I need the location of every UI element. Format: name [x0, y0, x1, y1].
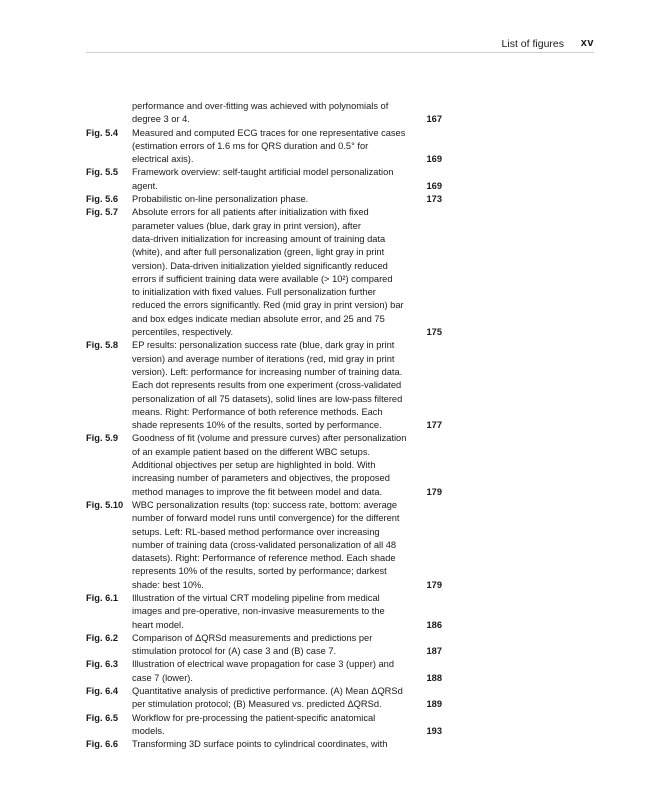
figure-entry[interactable]: [86, 100, 442, 127]
caption-line: number of training data (cross-validated personalization of all 48: [132, 539, 397, 550]
figure-entry[interactable]: [86, 499, 442, 592]
figure-caption: [132, 712, 418, 739]
caption-line: (estimation errors of 1.6 ms for QRS duration and 0.5° for: [132, 140, 369, 151]
caption-line: stimulation protocol for (A) case 3 and (B) case 7.: [132, 646, 337, 657]
caption-line: errors if sufficient training data were available (> 10²) compared: [132, 273, 393, 284]
caption-line: Absolute errors for all patients after initialization with fixed: [132, 207, 369, 218]
figure-page-number: 187: [426, 646, 442, 657]
caption-line: datasets). Right: Performance of reference method. Each shade: [132, 553, 396, 564]
figure-label: Fig. 6.4: [86, 686, 119, 697]
figure-caption: [132, 592, 418, 632]
figure-entry[interactable]: [86, 127, 442, 167]
caption-line: agent.: [132, 180, 158, 191]
caption-line: Transforming 3D surface points to cylindrical coordinates, with: [132, 739, 388, 750]
caption-line: version). Data-driven initialization yielded significantly reduced: [132, 260, 388, 271]
caption-line: percentiles, respectively.: [132, 327, 234, 338]
figure-label: Fig. 6.1: [86, 592, 119, 603]
figure-label: Fig. 6.3: [86, 659, 119, 670]
figure-page-number: 189: [426, 699, 442, 710]
caption-line: Probabilistic on-line personalization phase.: [132, 194, 309, 205]
figure-caption: [132, 127, 418, 167]
figure-page-number: 169: [426, 180, 442, 191]
caption-line: Measured and computed ECG traces for one representative cases: [132, 127, 406, 138]
caption-line: represents 10% of the results, sorted by performance; darkest: [132, 566, 387, 577]
figure-caption: [132, 193, 418, 206]
caption-line: setups. Left: RL-based method performance over increasing: [132, 526, 380, 537]
caption-line: to initialization with fixed values. Full personalization further: [132, 287, 376, 298]
caption-line: electrical axis).: [132, 154, 194, 165]
caption-line: method manages to improve the fit between model and data.: [132, 486, 383, 497]
caption-line: Workflow for pre-processing the patient-specific anatomical: [132, 712, 376, 723]
caption-line: degree 3 or 4.: [132, 114, 190, 125]
figure-page-number: 188: [426, 672, 442, 683]
caption-line: version) and average number of iterations (red, mid gray in print: [132, 353, 395, 364]
caption-line: reduced the errors significantly. Red (mid gray in print version) bar: [132, 300, 404, 311]
header-title: List of figures: [501, 38, 564, 50]
caption-line: Additional objectives per setup are highlighted in bold. With: [132, 460, 376, 471]
caption-line: shade represents 10% of the results, sorted by performance.: [132, 420, 382, 431]
caption-line: WBC personalization results (top: success rate, bottom: average: [132, 499, 398, 510]
figure-caption: [132, 339, 418, 432]
figure-page-number: 173: [426, 194, 442, 205]
caption-line: Comparison of ΔQRSd measurements and predictions per: [132, 632, 373, 643]
caption-line: Quantitative analysis of predictive performance. (A) Mean ΔQRSd: [132, 686, 403, 697]
figure-label: Fig. 5.7: [86, 207, 119, 218]
figure-caption: [132, 738, 418, 751]
figure-label: Fig. 5.4: [86, 127, 119, 138]
figure-entry[interactable]: [86, 206, 442, 339]
figure-label: Fig. 5.8: [86, 340, 119, 351]
figure-page-number: 169: [426, 154, 442, 165]
figure-label: Fig. 5.6: [86, 194, 119, 205]
caption-line: case 7 (lower).: [132, 672, 193, 683]
caption-line: images and pre-operative, non-invasive measurements to the: [132, 606, 385, 617]
figure-page-number: 167: [426, 114, 442, 125]
figure-caption: [132, 685, 418, 712]
figure-page-number: 179: [426, 579, 442, 590]
figure-caption: [132, 632, 418, 659]
caption-line: per stimulation protocol; (B) Measured vs. predicted ΔQRSd.: [132, 699, 382, 710]
figure-caption: [132, 100, 418, 127]
caption-line: version). Left: performance for increasing number of training data.: [132, 366, 403, 377]
figure-label: Fig. 6.2: [86, 632, 119, 643]
figure-page-number: 177: [426, 420, 442, 431]
caption-line: and box edges indicate median absolute error, and 25 and 75: [132, 313, 385, 324]
header-page-number: xv: [580, 37, 594, 49]
caption-line: personalization of all 75 datasets), solid lines are low-pass filtered: [132, 393, 403, 404]
figure-label: Fig. 5.5: [86, 167, 119, 178]
figure-entry[interactable]: [86, 166, 442, 193]
figure-entry[interactable]: [86, 658, 442, 685]
caption-line: Illustration of electrical wave propagation for case 3 (upper) and: [132, 659, 395, 670]
figure-entry[interactable]: [86, 592, 442, 632]
caption-line: number of forward model runs until convergence) for the different: [132, 513, 400, 524]
caption-line: Framework overview: self-taught artificial model personalization: [132, 167, 394, 178]
figure-entry[interactable]: [86, 712, 442, 739]
caption-line: EP results: personalization success rate (blue, dark gray in print: [132, 340, 395, 351]
figure-caption: [132, 206, 418, 339]
figure-entry[interactable]: [86, 432, 442, 498]
figure-caption: [132, 499, 418, 592]
caption-line: means. Right: Performance of both reference methods. Each: [132, 406, 383, 417]
caption-line: models.: [132, 725, 165, 736]
figure-label: Fig. 6.6: [86, 739, 119, 750]
figure-caption: [132, 166, 418, 193]
figure-page-number: 179: [426, 486, 442, 497]
figure-entry[interactable]: [86, 685, 442, 712]
caption-line: increasing number of parameters and objectives, the proposed: [132, 473, 390, 484]
caption-line: heart model.: [132, 619, 184, 630]
figure-entry[interactable]: [86, 738, 442, 751]
caption-line: shade: best 10%.: [132, 579, 204, 590]
figure-page-number: 186: [426, 619, 442, 630]
figure-label: Fig. 6.5: [86, 712, 119, 723]
figure-label: Fig. 5.10: [86, 499, 124, 510]
caption-line: Each dot represents results from one experiment (cross-validated: [132, 380, 402, 391]
caption-line: performance and over-fitting was achieved with polynomials of: [132, 101, 389, 111]
figure-caption: [132, 432, 418, 498]
figure-entry[interactable]: [86, 339, 442, 432]
figure-page-number: 193: [426, 725, 442, 736]
caption-line: Illustration of the virtual CRT modeling pipeline from medical: [132, 592, 380, 603]
caption-line: data-driven initialization for increasing amount of training data: [132, 233, 386, 244]
caption-line: of an example patient based on the different WBC setups.: [132, 446, 371, 457]
list-of-figures: [86, 100, 442, 752]
caption-line: (white), and after full personalization (green, light gray in print: [132, 247, 385, 258]
figure-label: Fig. 5.9: [86, 433, 119, 444]
figure-entry[interactable]: [86, 193, 442, 206]
figure-label: [86, 100, 132, 127]
caption-line: parameter values (blue, dark gray in print version), after: [132, 220, 361, 231]
running-header: [86, 38, 594, 53]
figure-caption: [132, 658, 418, 685]
figure-entry[interactable]: [86, 632, 442, 659]
caption-line: Goodness of fit (volume and pressure curves) after personalization: [132, 433, 407, 444]
figure-page-number: 175: [426, 327, 442, 338]
